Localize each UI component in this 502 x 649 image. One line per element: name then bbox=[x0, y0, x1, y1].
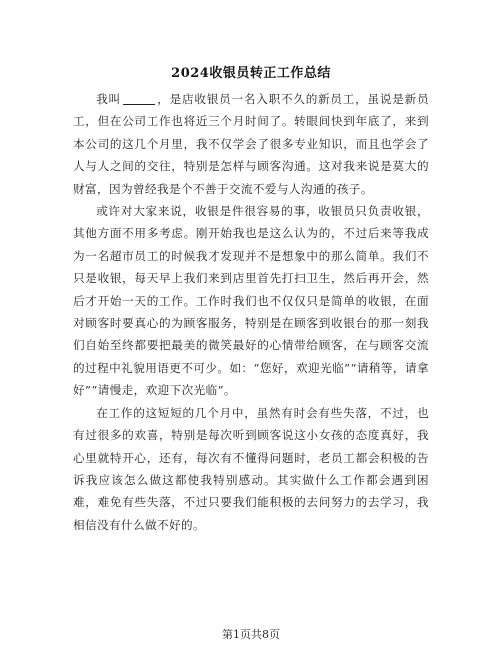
paragraph-3: 在工作的这短短的几个月中，虽然有时会有些失落，不过，也有过很多的欢喜，特别是每次听到顾客说这小女孩的态度真好，我心里就特开心，还有，每次有不懂得问题时，老员工都会积极的告诉我应该怎么做这都使我特别感动。其实做什么工作都会遇到困难，难免有些失落，不过只要我们能积极的去问努力的去学习，我相信没有什么做不好的。 bbox=[73, 405, 429, 532]
paragraph-1-text: ，是店收银员一名入职不久的新员工，虽说是新员工，但在公司工作也将近三个月时间了。转眼间快到年底了，来到本公司的这几个月里，我不仅学会了很多专业知识，而且也学会了人与人之间的交往，特别是怎样与顾客沟通。这对我来说是莫大的财富，因为曾经我是个不善于交流不爱与人沟通的孩子。 bbox=[73, 92, 429, 196]
document-body bbox=[73, 88, 429, 536]
paragraph-1 bbox=[73, 88, 429, 200]
document-title: 2024收银员转正工作总结 bbox=[171, 66, 331, 81]
paragraph-1-lead: 我叫 bbox=[96, 92, 121, 106]
name-blank-underline bbox=[123, 92, 155, 105]
page-number: 第1页共8页 bbox=[222, 628, 280, 641]
paragraph-2: 或许对大家来说，收银是件很容易的事，收银员只负责收银，其他方面不用多考虑。刚开始我也是这么认为的，不过后来等我成为一名超市员工的时候我才发现并不是想象中的那么简单。我们不只是收银，每天早上我们来到店里首先打扫卫生，然后再开会，然后才开始一天的工作。工作时我们也不仅仅只是简单的收银，在面对顾客时要真心的为顾客服务，特别是在顾客到收银台的那一刻我们自始至终都要把最美的微笑最好的心情带给顾客，在与顾客交流的过程中礼貌用语更不可少。如：“您好，欢迎光临”“请稍等，请拿好”“请慢走，欢迎下次光临”。 bbox=[73, 204, 429, 398]
